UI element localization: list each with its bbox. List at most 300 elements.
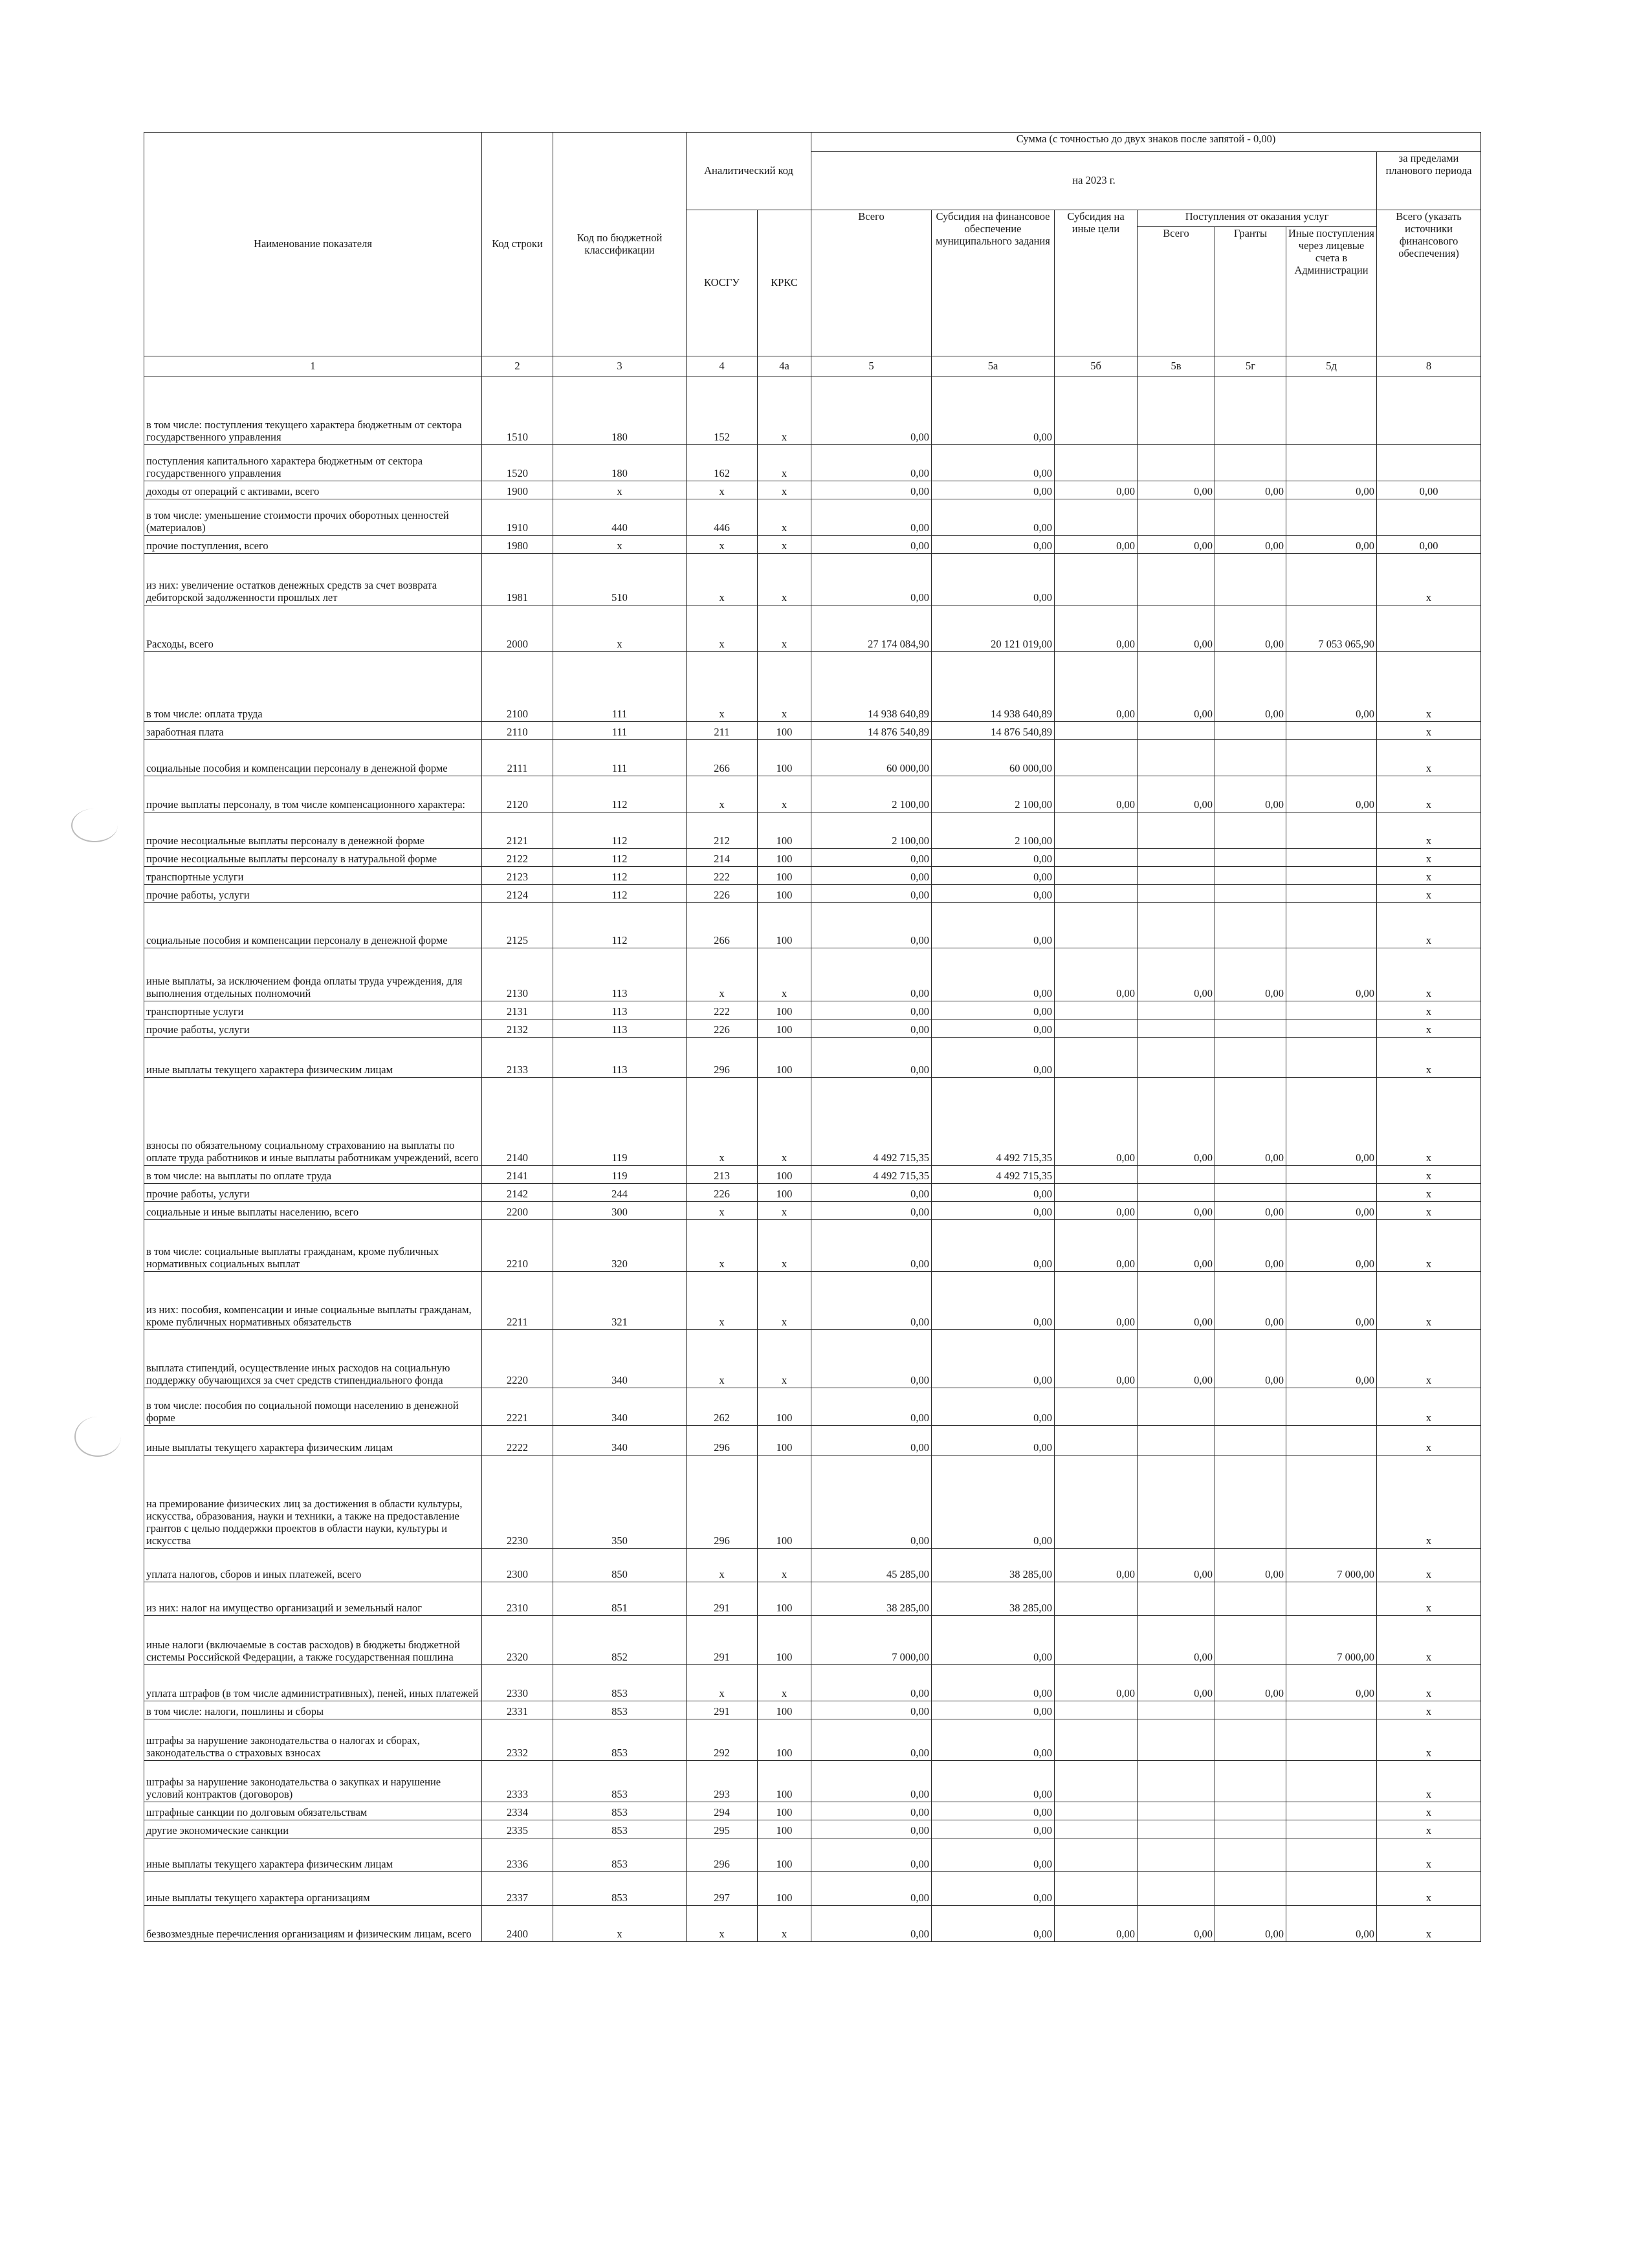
cell-krks: 100 [758,885,811,903]
cell-total: 45 285,00 [811,1549,932,1582]
cell-krks: x [758,376,811,445]
cell-c8: x [1377,722,1481,740]
cell-code: 2142 [482,1184,553,1202]
cell-code: 2310 [482,1582,553,1616]
cell-s5d [1286,445,1377,481]
cell-bk: x [553,605,687,652]
cell-s5a: 0,00 [932,1220,1055,1272]
cell-kosgu: 296 [687,1456,758,1549]
table-row [144,499,1481,536]
cell-c8: x [1377,948,1481,1001]
cell-bk: 440 [553,499,687,536]
cell-s5v: 0,00 [1138,652,1215,722]
cell-bk: 112 [553,849,687,867]
cell-s5v [1138,740,1215,776]
cell-s5b: 0,00 [1055,1220,1138,1272]
cell-s5d [1286,1184,1377,1202]
cell-name: иные выплаты текущего характера физическим лицам [144,1038,482,1078]
cell-total: 0,00 [811,1038,932,1078]
cell-s5v [1138,1038,1215,1078]
cell-s5b [1055,1701,1138,1719]
cell-s5d [1286,554,1377,605]
cell-kosgu: x [687,652,758,722]
cell-name: из них: пособия, компенсации и иные социальные выплаты гражданам, кроме публичных нормативных обязательств [144,1272,482,1330]
cell-s5g: 0,00 [1215,1220,1286,1272]
cell-krks: 100 [758,1719,811,1761]
cell-kosgu: x [687,1078,758,1166]
cell-s5d: 0,00 [1286,481,1377,499]
cell-name: прочие работы, услуги [144,885,482,903]
cell-s5v [1138,903,1215,948]
cell-total: 0,00 [811,376,932,445]
cell-name: другие экономические санкции [144,1820,482,1838]
cell-s5d [1286,885,1377,903]
cell-code: 1900 [482,481,553,499]
cell-name: штрафные санкции по долговым обязательствам [144,1802,482,1820]
cell-s5d [1286,740,1377,776]
column-numbers-row [144,356,1481,376]
cell-code: 2200 [482,1202,553,1220]
cell-s5b [1055,1838,1138,1872]
cell-code: 2000 [482,605,553,652]
cell-code: 2210 [482,1220,553,1272]
cell-kosgu: 291 [687,1582,758,1616]
cell-s5b [1055,1038,1138,1078]
cell-total: 0,00 [811,1838,932,1872]
cell-code: 2111 [482,740,553,776]
cell-s5b [1055,1184,1138,1202]
cell-s5v: 0,00 [1138,776,1215,812]
cell-s5v [1138,867,1215,885]
cell-s5a: 0,00 [932,499,1055,536]
cell-s5v [1138,812,1215,849]
cell-c8 [1377,445,1481,481]
cell-s5v: 0,00 [1138,1202,1215,1220]
cell-s5v [1138,1001,1215,1020]
cell-s5d [1286,1020,1377,1038]
cell-total: 7 000,00 [811,1616,932,1665]
cell-bk: 853 [553,1872,687,1906]
cell-kosgu: 296 [687,1038,758,1078]
cell-s5d [1286,1719,1377,1761]
cell-s5a: 0,00 [932,1330,1055,1388]
cell-s5b [1055,740,1138,776]
cell-s5a: 0,00 [932,536,1055,554]
cell-c8: x [1377,1038,1481,1078]
table-row [144,1272,1481,1330]
cell-s5v [1138,1426,1215,1456]
cell-kosgu: 297 [687,1872,758,1906]
column-number: 4 [687,356,758,376]
cell-s5g [1215,1802,1286,1820]
cell-code: 2332 [482,1719,553,1761]
cell-kosgu: 292 [687,1719,758,1761]
cell-code: 1981 [482,554,553,605]
cell-total: 2 100,00 [811,812,932,849]
cell-s5v [1138,445,1215,481]
cell-name: прочие работы, услуги [144,1020,482,1038]
cell-code: 2124 [482,885,553,903]
cell-s5v [1138,849,1215,867]
cell-krks: 100 [758,867,811,885]
cell-s5d [1286,499,1377,536]
cell-s5g: 0,00 [1215,1665,1286,1701]
cell-s5a: 0,00 [932,1426,1055,1456]
cell-s5a: 2 100,00 [932,812,1055,849]
cell-s5g: 0,00 [1215,652,1286,722]
cell-s5g: 0,00 [1215,536,1286,554]
cell-kosgu: x [687,605,758,652]
cell-name: прочие выплаты персоналу, в том числе компенсационного характера: [144,776,482,812]
cell-s5a: 14 938 640,89 [932,652,1055,722]
column-number: 5г [1215,356,1286,376]
cell-bk: 119 [553,1166,687,1184]
cell-code: 2125 [482,903,553,948]
table-row [144,1020,1481,1038]
cell-s5v: 0,00 [1138,481,1215,499]
header-subsidy-other: Субсидия на иные цели [1055,210,1138,356]
cell-code: 1910 [482,499,553,536]
cell-s5g [1215,1184,1286,1202]
cell-kosgu: 295 [687,1820,758,1838]
cell-s5v [1138,1456,1215,1549]
cell-s5v: 0,00 [1138,1616,1215,1665]
cell-code: 2222 [482,1426,553,1456]
cell-name: иные налоги (включаемые в состав расходов) в бюджеты бюджетной системы Российской Федерации, а также государственная пошлина [144,1616,482,1665]
cell-krks: x [758,776,811,812]
cell-code: 2141 [482,1166,553,1184]
cell-kosgu: 291 [687,1701,758,1719]
table-row [144,536,1481,554]
cell-name: транспортные услуги [144,867,482,885]
cell-c8: x [1377,1388,1481,1426]
cell-code: 2121 [482,812,553,849]
cell-s5a: 0,00 [932,1872,1055,1906]
cell-code: 2131 [482,1001,553,1020]
cell-c8: x [1377,652,1481,722]
cell-total: 0,00 [811,948,932,1001]
cell-s5a: 38 285,00 [932,1582,1055,1616]
cell-kosgu: x [687,1202,758,1220]
cell-s5b [1055,1388,1138,1426]
cell-krks: 100 [758,1802,811,1820]
cell-total: 0,00 [811,849,932,867]
cell-s5b [1055,1802,1138,1820]
cell-bk: x [553,536,687,554]
cell-code: 2211 [482,1272,553,1330]
cell-name: в том числе: социальные выплаты гражданам, кроме публичных нормативных социальных выплат [144,1220,482,1272]
column-number: 8 [1377,356,1481,376]
cell-s5d: 7 053 065,90 [1286,605,1377,652]
cell-c8: x [1377,554,1481,605]
cell-s5v [1138,1166,1215,1184]
cell-code: 2334 [482,1802,553,1820]
cell-c8: x [1377,1272,1481,1330]
cell-s5d: 0,00 [1286,1220,1377,1272]
cell-s5d: 0,00 [1286,652,1377,722]
cell-kosgu: x [687,1665,758,1701]
cell-s5d [1286,1701,1377,1719]
cell-krks: 100 [758,1701,811,1719]
cell-total: 0,00 [811,445,932,481]
table-row [144,1719,1481,1761]
column-number: 2 [482,356,553,376]
cell-s5d [1286,1838,1377,1872]
cell-name: из них: налог на имущество организаций и земельный налог [144,1582,482,1616]
cell-s5a: 0,00 [932,1616,1055,1665]
table-row [144,1701,1481,1719]
cell-s5g: 0,00 [1215,948,1286,1001]
cell-s5g [1215,1456,1286,1549]
cell-s5d: 0,00 [1286,1272,1377,1330]
cell-s5a: 0,00 [932,376,1055,445]
cell-code: 1980 [482,536,553,554]
cell-code: 1520 [482,445,553,481]
cell-bk: 853 [553,1802,687,1820]
cell-total: 0,00 [811,903,932,948]
cell-bk: 340 [553,1330,687,1388]
cell-s5b [1055,812,1138,849]
cell-s5g [1215,1761,1286,1802]
cell-s5d [1286,1802,1377,1820]
cell-kosgu: 211 [687,722,758,740]
cell-code: 1510 [482,376,553,445]
cell-bk: 853 [553,1665,687,1701]
cell-name: уплата штрафов (в том числе административных), пеней, иных платежей [144,1665,482,1701]
cell-krks: x [758,605,811,652]
cell-s5a: 60 000,00 [932,740,1055,776]
cell-s5a: 0,00 [932,867,1055,885]
cell-bk: 853 [553,1719,687,1761]
cell-s5a: 0,00 [932,1001,1055,1020]
cell-name: поступления капитального характера бюджетным от сектора государственного управления [144,445,482,481]
cell-s5d [1286,849,1377,867]
cell-name: штрафы за нарушение законодательства о закупках и нарушение условий контрактов (договоров) [144,1761,482,1802]
cell-s5a: 14 876 540,89 [932,722,1055,740]
cell-kosgu: x [687,1272,758,1330]
cell-total: 0,00 [811,1330,932,1388]
cell-s5a: 0,00 [932,903,1055,948]
cell-s5b: 0,00 [1055,481,1138,499]
cell-s5b: 0,00 [1055,1549,1138,1582]
cell-s5v: 0,00 [1138,1272,1215,1330]
cell-code: 2230 [482,1456,553,1549]
cell-s5g [1215,1166,1286,1184]
cell-s5g [1215,445,1286,481]
cell-code: 2123 [482,867,553,885]
cell-krks: x [758,554,811,605]
cell-s5g: 0,00 [1215,481,1286,499]
table-row [144,652,1481,722]
cell-name: выплата стипендий, осуществление иных расходов на социальную поддержку обучающихся за счет средств стипендиального фонда [144,1330,482,1388]
table-row [144,948,1481,1001]
cell-s5d [1286,376,1377,445]
cell-s5v [1138,1388,1215,1426]
cell-s5g [1215,885,1286,903]
cell-kosgu: x [687,554,758,605]
cell-s5v: 0,00 [1138,1330,1215,1388]
cell-c8: x [1377,1456,1481,1549]
cell-total: 60 000,00 [811,740,932,776]
cell-s5a: 38 285,00 [932,1549,1055,1582]
cell-krks: 100 [758,903,811,948]
cell-s5b [1055,903,1138,948]
cell-s5d: 0,00 [1286,1906,1377,1942]
cell-s5b [1055,1426,1138,1456]
cell-name: прочие несоциальные выплаты персоналу в денежной форме [144,812,482,849]
table-row [144,1906,1481,1942]
cell-s5b [1055,1582,1138,1616]
cell-krks: x [758,1202,811,1220]
column-number: 1 [144,356,482,376]
financial-plan-table [144,132,1481,1942]
cell-s5b [1055,849,1138,867]
cell-s5v: 0,00 [1138,1220,1215,1272]
cell-code: 2122 [482,849,553,867]
cell-bk: 851 [553,1582,687,1616]
cell-krks: 100 [758,1020,811,1038]
cell-code: 2221 [482,1388,553,1426]
cell-kosgu: x [687,1220,758,1272]
cell-code: 2132 [482,1020,553,1038]
cell-s5d [1286,1456,1377,1549]
cell-kosgu: 152 [687,376,758,445]
cell-s5b [1055,445,1138,481]
header-name: Наименование показателя [144,133,482,356]
cell-c8: x [1377,1020,1481,1038]
cell-name: в том числе: поступления текущего характера бюджетным от сектора государственного управления [144,376,482,445]
cell-total: 0,00 [811,1820,932,1838]
cell-c8: x [1377,1582,1481,1616]
cell-name: уплата налогов, сборов и иных платежей, всего [144,1549,482,1582]
cell-krks: x [758,481,811,499]
cell-s5a: 0,00 [932,1761,1055,1802]
cell-kosgu: x [687,948,758,1001]
cell-s5v: 0,00 [1138,605,1215,652]
cell-bk: 852 [553,1616,687,1665]
cell-s5b: 0,00 [1055,536,1138,554]
cell-s5d: 7 000,00 [1286,1549,1377,1582]
cell-krks: 100 [758,1820,811,1838]
cell-s5b [1055,1020,1138,1038]
cell-kosgu: 222 [687,867,758,885]
header-other-income: Иные поступления через лицевые счета в Администрации [1286,227,1377,356]
cell-c8: x [1377,1906,1481,1942]
cell-bk: 113 [553,1038,687,1078]
cell-name: иные выплаты, за исключением фонда оплаты труда учреждения, для выполнения отдельных полномочий [144,948,482,1001]
cell-bk: 853 [553,1701,687,1719]
cell-s5b [1055,867,1138,885]
cell-s5a: 0,00 [932,1906,1055,1942]
cell-s5d: 0,00 [1286,1665,1377,1701]
cell-krks: 100 [758,1426,811,1456]
cell-kosgu: 162 [687,445,758,481]
cell-s5g: 0,00 [1215,1330,1286,1388]
cell-total: 38 285,00 [811,1582,932,1616]
cell-s5b [1055,722,1138,740]
cell-name: социальные пособия и компенсации персоналу в денежной форме [144,903,482,948]
column-number: 3 [553,356,687,376]
cell-c8: x [1377,903,1481,948]
cell-kosgu: 291 [687,1616,758,1665]
cell-krks: x [758,445,811,481]
cell-s5a: 0,00 [932,1388,1055,1426]
cell-kosgu: 293 [687,1761,758,1802]
cell-kosgu: 296 [687,1838,758,1872]
cell-s5b [1055,885,1138,903]
table-row [144,1802,1481,1820]
cell-bk: 119 [553,1078,687,1166]
cell-bk: 111 [553,652,687,722]
cell-bk: 180 [553,376,687,445]
cell-bk: 112 [553,867,687,885]
column-number: 5д [1286,356,1377,376]
cell-s5b: 0,00 [1055,1906,1138,1942]
cell-total: 0,00 [811,867,932,885]
cell-s5g [1215,1872,1286,1906]
cell-s5d [1286,1820,1377,1838]
cell-s5v [1138,1872,1215,1906]
cell-code: 2140 [482,1078,553,1166]
cell-c8: x [1377,1872,1481,1906]
cell-name: из них: увеличение остатков денежных средств за счет возврата дебиторской задолженности прошлых лет [144,554,482,605]
cell-kosgu: 226 [687,1184,758,1202]
cell-c8: x [1377,1802,1481,1820]
table-row [144,849,1481,867]
cell-s5g [1215,499,1286,536]
column-number: 4а [758,356,811,376]
cell-krks: 100 [758,1616,811,1665]
cell-s5g [1215,1020,1286,1038]
column-number: 5в [1138,356,1215,376]
cell-total: 0,00 [811,1701,932,1719]
cell-bk: 112 [553,885,687,903]
cell-code: 2335 [482,1820,553,1838]
cell-s5a: 0,00 [932,1719,1055,1761]
cell-total: 0,00 [811,1220,932,1272]
table-row [144,1330,1481,1388]
cell-bk: 113 [553,1001,687,1020]
cell-name: в том числе: уменьшение стоимости прочих оборотных ценностей (материалов) [144,499,482,536]
cell-kosgu: 226 [687,1020,758,1038]
cell-bk: 111 [553,740,687,776]
cell-code: 2100 [482,652,553,722]
cell-name: прочие поступления, всего [144,536,482,554]
cell-s5d [1286,1872,1377,1906]
cell-name: в том числе: на выплаты по оплате труда [144,1166,482,1184]
cell-c8: x [1377,1220,1481,1272]
cell-s5g: 0,00 [1215,1549,1286,1582]
cell-krks: 100 [758,1456,811,1549]
cell-s5a: 0,00 [932,481,1055,499]
cell-code: 2110 [482,722,553,740]
cell-code: 2336 [482,1838,553,1872]
cell-s5a: 4 492 715,35 [932,1166,1055,1184]
cell-code: 2120 [482,776,553,812]
cell-s5b: 0,00 [1055,605,1138,652]
header-subsidy-fin: Субсидия на финансовое обеспечение муниципального задания [932,210,1055,356]
cell-total: 14 876 540,89 [811,722,932,740]
cell-bk: 113 [553,1020,687,1038]
cell-kosgu: 266 [687,740,758,776]
cell-kosgu: 294 [687,1802,758,1820]
cell-s5v [1138,722,1215,740]
cell-s5d: 0,00 [1286,1330,1377,1388]
cell-s5b [1055,1616,1138,1665]
cell-s5v [1138,1184,1215,1202]
cell-kosgu: 296 [687,1426,758,1456]
cell-krks: x [758,1906,811,1942]
